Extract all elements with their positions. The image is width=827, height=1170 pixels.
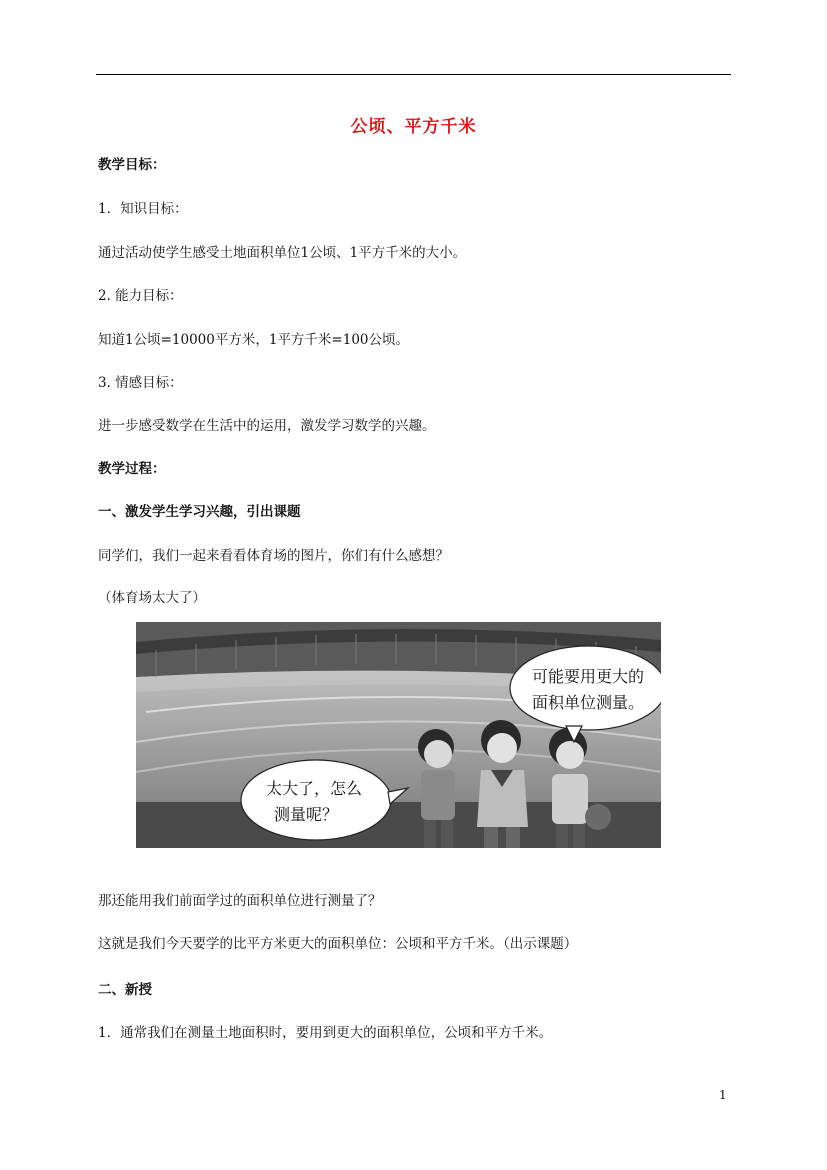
goal-1-text: 通过活动使学生感受土地面积单位1公顷、1平方千米的大小。 (98, 245, 467, 261)
paragraph-measure-question: 那还能用我们前面学过的面积单位进行测量了？ (98, 893, 382, 909)
bubble-left-line-2: 测量呢？ (273, 805, 339, 824)
heading-teaching-process: 教学过程： (98, 461, 166, 477)
stadium-illustration (136, 622, 661, 848)
section-2-heading: 二、新授 (98, 982, 152, 998)
bubble-right-line-2: 面积单位测量。 (531, 693, 645, 712)
goal-2-text: 知道1公顷=10000平方米，1平方千米=100公顷。 (98, 332, 410, 348)
heading-teaching-goals: 教学目标： (98, 157, 166, 173)
section-1-heading: 一、激发学生学习兴趣，引出课题 (98, 504, 301, 520)
goal-3-text: 进一步感受数学在生活中的运用，激发学习数学的兴趣。 (98, 418, 436, 434)
goal-3-label: 3. 情感目标： (98, 375, 183, 391)
goal-2-label: 2. 能力目标： (98, 288, 183, 304)
paragraph-question: 同学们，我们一起来看看体育场的图片，你们有什么感想？ (98, 548, 449, 564)
page-number: 1 (719, 1088, 727, 1102)
bubble-right-line-1: 可能要用更大的 (531, 667, 645, 686)
goal-1-label: 1．知识目标： (98, 201, 188, 217)
header-rule (96, 74, 731, 75)
bubble-left-line-1: 太大了，怎么 (265, 779, 363, 798)
paragraph-answer: （体育场太大了） (98, 590, 206, 606)
paragraph-new-lesson-1: 1．通常我们在测量土地面积时，要用到更大的面积单位，公顷和平方千米。 (98, 1025, 553, 1041)
paragraph-topic-intro: 这就是我们今天要学的比平方米更大的面积单位：公顷和平方千米。（出示课题） (98, 936, 578, 952)
page-title: 公顷、平方千米 (350, 117, 477, 137)
